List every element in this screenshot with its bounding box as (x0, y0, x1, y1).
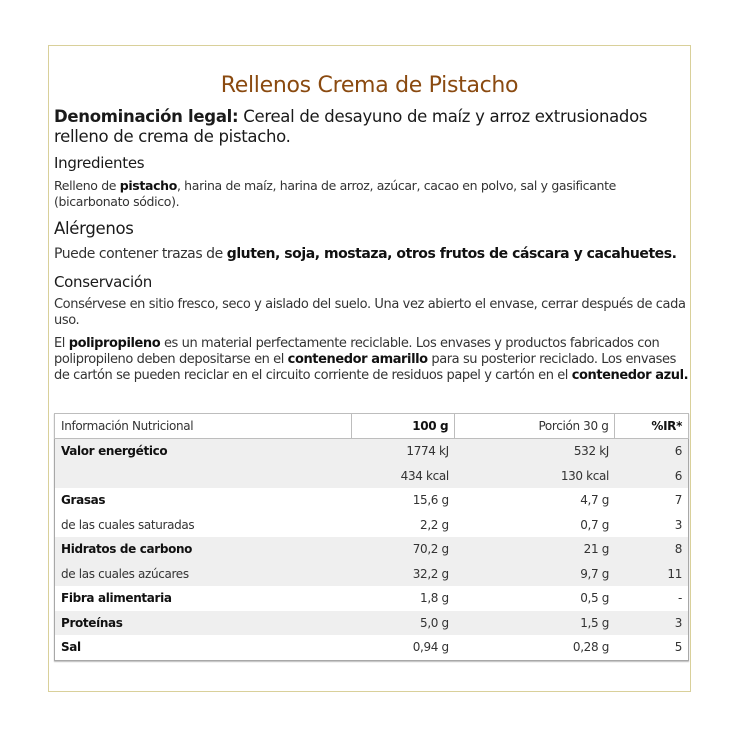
legal-denomination (54, 107, 684, 147)
conservation-text: Consérvese en sitio fresco, seco y aislado del suelo. Una vez abierto el envase, cerrar después de cada uso. (54, 297, 686, 328)
recycling-yellow-bin: contenedor amarillo (287, 352, 428, 367)
value-ir: - (615, 586, 689, 611)
recycling-material: polipropileno (68, 336, 161, 351)
header-ir: %IR* (615, 414, 689, 439)
value-per-100g: 70,2 g (352, 537, 455, 562)
value-ir: 6 (615, 464, 689, 489)
recycling-part-3: para su posterior reciclado. Los envases de cartón se pueden reciclar en el circuito corriente de residuos papel y cartón en el (54, 352, 676, 383)
nutrient-name: de las cuales saturadas (55, 513, 352, 538)
value-per-100g: 2,2 g (352, 513, 455, 538)
nutrient-name: Sal (55, 635, 352, 660)
value-portion: 9,7 g (455, 562, 615, 587)
value-portion: 0,5 g (455, 586, 615, 611)
nutrient-name (55, 464, 352, 489)
table-row (55, 611, 689, 636)
value-ir: 7 (615, 488, 689, 513)
value-portion: 532 kJ (455, 439, 615, 464)
nutrient-name: de las cuales azúcares (55, 562, 352, 587)
legal-denomination-text: Cereal de desayuno de maíz y arroz extrusionados relleno de crema de pistacho. (54, 107, 648, 146)
recycling-part-2: es un material perfectamente reciclable. Los envases y productos fabricados con polipropileno deben depositarse en el (54, 336, 660, 367)
table-row (55, 635, 689, 660)
table-row (55, 562, 689, 587)
product-info-card (48, 45, 691, 692)
header-nutrition-info: Información Nutricional (55, 414, 352, 439)
value-per-100g: 434 kcal (352, 464, 455, 489)
nutrient-name: Grasas (55, 488, 352, 513)
value-ir: 11 (615, 562, 689, 587)
ingredients-post: , harina de maíz, harina de arroz, azúcar, cacao en polvo, sal y gasificante (bicarbonato sódico). (54, 178, 616, 209)
table-row (55, 537, 689, 562)
allergens-text (54, 246, 694, 262)
allergens-pre: Puede contener trazas de (54, 246, 227, 262)
allergens-heading: Alérgenos (54, 219, 134, 238)
ingredients-text (54, 178, 686, 210)
nutrition-table (54, 413, 689, 661)
value-portion: 1,5 g (455, 611, 615, 636)
value-ir: 8 (615, 537, 689, 562)
value-portion: 4,7 g (455, 488, 615, 513)
table-row (55, 488, 689, 513)
nutrient-name: Valor energético (55, 439, 352, 464)
recycling-text (54, 336, 690, 384)
ingredients-highlight: pistacho (119, 178, 177, 193)
recycling-blue-bin: contenedor azul. (571, 368, 689, 383)
value-portion: 0,28 g (455, 635, 615, 660)
table-row (55, 513, 689, 538)
header-portion: Porción 30 g (455, 414, 615, 439)
nutrition-header-row (55, 414, 689, 439)
value-ir: 5 (615, 635, 689, 660)
conservation-heading: Conservación (54, 273, 152, 291)
recycling-part-1: El (54, 336, 69, 351)
value-ir: 3 (615, 513, 689, 538)
nutrient-name: Hidratos de carbono (55, 537, 352, 562)
value-per-100g: 32,2 g (352, 562, 455, 587)
product-title: Rellenos Crema de Pistacho (220, 73, 519, 98)
nutrient-name: Proteínas (55, 611, 352, 636)
value-per-100g: 5,0 g (352, 611, 455, 636)
table-row (55, 464, 689, 489)
value-per-100g: 0,94 g (352, 635, 455, 660)
ingredients-pre: Relleno de (54, 178, 120, 193)
value-portion: 0,7 g (455, 513, 615, 538)
allergens-list: gluten, soja, mostaza, otros frutos de cáscara y cacahuetes. (226, 246, 677, 262)
ingredients-heading: Ingredientes (54, 154, 145, 172)
header-per-100g: 100 g (352, 414, 455, 439)
table-row (55, 586, 689, 611)
value-ir: 6 (615, 439, 689, 464)
value-portion: 21 g (455, 537, 615, 562)
value-per-100g: 15,6 g (352, 488, 455, 513)
value-per-100g: 1774 kJ (352, 439, 455, 464)
table-row (55, 439, 689, 464)
value-portion: 130 kcal (455, 464, 615, 489)
value-ir: 3 (615, 611, 689, 636)
nutrient-name: Fibra alimentaria (55, 586, 352, 611)
value-per-100g: 1,8 g (352, 586, 455, 611)
legal-denomination-label: Denominación legal: (54, 107, 239, 126)
